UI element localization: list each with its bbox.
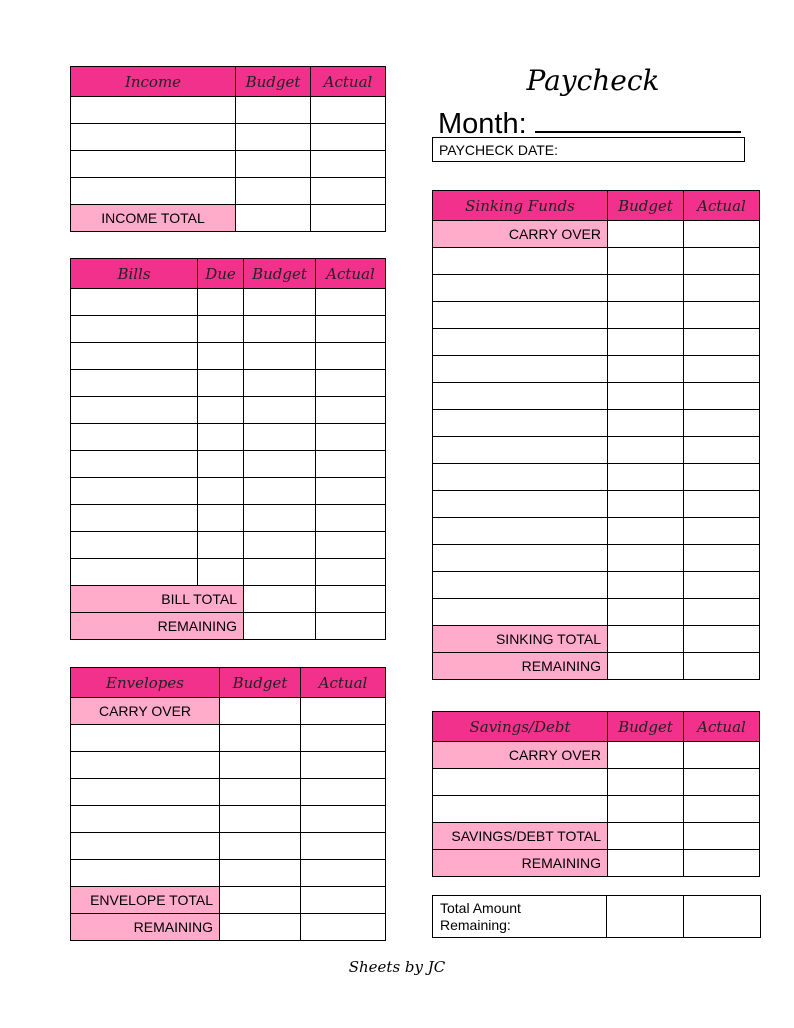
bill-row-cell[interactable] — [198, 343, 244, 370]
income-row-cell[interactable] — [71, 178, 236, 205]
bill-row-cell[interactable] — [316, 505, 386, 532]
bill-total-actual-cell[interactable] — [316, 586, 386, 613]
envelopes-title: Envelopes — [71, 668, 220, 698]
bill-row-cell[interactable] — [198, 424, 244, 451]
savings-row-cell[interactable] — [608, 796, 684, 823]
bill-row-cell[interactable] — [71, 478, 198, 505]
sinking-funds-table — [432, 190, 760, 680]
envelope-row-cell[interactable] — [220, 806, 301, 833]
sinking-row-cell[interactable] — [433, 410, 608, 437]
income-title: Income — [71, 67, 236, 97]
envelope-row-cell[interactable] — [301, 752, 386, 779]
sinking-row-cell[interactable] — [608, 329, 684, 356]
sinking-row-cell[interactable] — [684, 464, 760, 491]
sinking-row — [433, 545, 760, 572]
bill-row-cell[interactable] — [316, 424, 386, 451]
envelopes-actual-header: Actual — [301, 668, 386, 698]
sinking-remaining-actual-cell[interactable] — [684, 653, 760, 680]
bill-row-cell[interactable] — [198, 478, 244, 505]
total-amount-line2: Remaining: — [440, 917, 511, 933]
income-total-row — [71, 205, 386, 232]
envelope-row — [71, 806, 386, 833]
income-total-actual-cell[interactable] — [311, 205, 386, 232]
sinking-remaining-label: REMAINING — [433, 653, 608, 680]
bill-row-cell[interactable] — [316, 316, 386, 343]
bill-row-cell[interactable] — [71, 559, 198, 586]
envelope-remaining-row — [71, 914, 386, 941]
month-blank-line — [535, 105, 741, 133]
income-row — [71, 151, 386, 178]
bill-row-cell[interactable] — [316, 478, 386, 505]
envelopes-header-row — [71, 668, 386, 698]
sinking-row-cell[interactable] — [433, 545, 608, 572]
savings-total-actual-cell[interactable] — [684, 823, 760, 850]
envelope-row-cell[interactable] — [71, 752, 220, 779]
bill-row — [71, 316, 386, 343]
sinking-row-cell[interactable] — [684, 410, 760, 437]
envelope-row-cell[interactable] — [301, 806, 386, 833]
sinking-row-cell[interactable] — [433, 248, 608, 275]
envelope-row-cell[interactable] — [220, 725, 301, 752]
bill-row-cell[interactable] — [244, 424, 316, 451]
sinking-row — [433, 518, 760, 545]
sinking-row-cell[interactable] — [608, 410, 684, 437]
envelope-remaining-label: REMAINING — [71, 914, 220, 941]
savings-total-label: SAVINGS/DEBT TOTAL — [433, 823, 608, 850]
sinking-row-cell[interactable] — [684, 302, 760, 329]
bill-row-cell[interactable] — [71, 289, 198, 316]
envelope-row-cell[interactable] — [71, 779, 220, 806]
income-row-cell[interactable] — [311, 151, 386, 178]
sinking-row-cell[interactable] — [684, 248, 760, 275]
envelope-row — [71, 779, 386, 806]
savings-row-cell[interactable] — [608, 769, 684, 796]
sinking-row-cell[interactable] — [433, 356, 608, 383]
income-actual-header: Actual — [311, 67, 386, 97]
savings-actual-header: Actual — [684, 712, 760, 742]
envelope-row-cell[interactable] — [301, 860, 386, 887]
sinking-row — [433, 599, 760, 626]
sinking-total-row — [433, 626, 760, 653]
sinking-row-cell[interactable] — [433, 302, 608, 329]
income-row — [71, 178, 386, 205]
envelope-row-cell[interactable] — [71, 860, 220, 887]
bill-row-cell[interactable] — [198, 559, 244, 586]
envelope-row-cell[interactable] — [220, 860, 301, 887]
envelopes-carry-over-actual-cell[interactable] — [301, 698, 386, 725]
bill-row-cell[interactable] — [244, 316, 316, 343]
income-table — [70, 66, 386, 232]
sinking-row-cell[interactable] — [433, 437, 608, 464]
sinking-row-cell[interactable] — [608, 518, 684, 545]
sinking-row-cell[interactable] — [684, 437, 760, 464]
savings-carry-over-label: CARRY OVER — [433, 742, 608, 769]
sinking-row-cell[interactable] — [608, 248, 684, 275]
total-amount-budget-cell[interactable] — [607, 896, 684, 937]
bills-header-row — [71, 259, 386, 289]
bill-row — [71, 559, 386, 586]
income-budget-header: Budget — [236, 67, 311, 97]
sinking-row-cell[interactable] — [433, 329, 608, 356]
envelope-row — [71, 833, 386, 860]
sinking-row-cell[interactable] — [608, 356, 684, 383]
bills-due-header: Due — [198, 259, 244, 289]
sinking-row-cell[interactable] — [684, 491, 760, 518]
savings-remaining-label: REMAINING — [433, 850, 608, 877]
bill-row-cell[interactable] — [198, 289, 244, 316]
savings-row — [433, 769, 760, 796]
month-label: Month: — [438, 108, 527, 140]
savings-total-budget-cell[interactable] — [608, 823, 684, 850]
bill-row — [71, 289, 386, 316]
bill-row-cell[interactable] — [244, 451, 316, 478]
sinking-row-cell[interactable] — [608, 572, 684, 599]
savings-row-cell[interactable] — [433, 769, 608, 796]
bill-row-cell[interactable] — [244, 370, 316, 397]
savings-row-cell[interactable] — [684, 796, 760, 823]
envelope-total-label: ENVELOPE TOTAL — [71, 887, 220, 914]
bill-total-label: BILL TOTAL — [71, 586, 244, 613]
sinking-row-cell[interactable] — [433, 572, 608, 599]
sinking-row-cell[interactable] — [608, 383, 684, 410]
income-row — [71, 124, 386, 151]
envelopes-carry-over-row — [71, 698, 386, 725]
bill-row-cell[interactable] — [71, 532, 198, 559]
bill-row-cell[interactable] — [244, 289, 316, 316]
envelopes-carry-over-label: CARRY OVER — [71, 698, 220, 725]
bill-row-cell[interactable] — [198, 316, 244, 343]
sinking-row — [433, 437, 760, 464]
savings-budget-header: Budget — [608, 712, 684, 742]
sinking-row — [433, 302, 760, 329]
envelope-row-cell[interactable] — [71, 725, 220, 752]
sinking-row-cell[interactable] — [608, 275, 684, 302]
envelope-remaining-budget-cell[interactable] — [220, 914, 301, 941]
bill-row-cell[interactable] — [316, 397, 386, 424]
bill-total-row — [71, 586, 386, 613]
bill-row-cell[interactable] — [198, 451, 244, 478]
bill-row — [71, 397, 386, 424]
bill-row-cell[interactable] — [71, 397, 198, 424]
sinking-total-actual-cell[interactable] — [684, 626, 760, 653]
savings-remaining-row — [433, 850, 760, 877]
total-amount-line1: Total Amount — [440, 900, 521, 916]
sinking-budget-header: Budget — [608, 191, 684, 221]
sinking-row — [433, 248, 760, 275]
envelope-row-cell[interactable] — [71, 833, 220, 860]
page-title: Paycheck — [526, 64, 660, 97]
income-row-cell[interactable] — [311, 178, 386, 205]
sinking-row-cell[interactable] — [684, 275, 760, 302]
bill-row-cell[interactable] — [244, 559, 316, 586]
bill-row-cell[interactable] — [71, 370, 198, 397]
sinking-row-cell[interactable] — [608, 302, 684, 329]
month-field[interactable] — [438, 105, 741, 141]
sinking-title: Sinking Funds — [433, 191, 608, 221]
total-amount-actual-cell[interactable] — [684, 896, 760, 937]
bill-row-cell[interactable] — [198, 532, 244, 559]
sinking-row-cell[interactable] — [684, 599, 760, 626]
envelope-remaining-actual-cell[interactable] — [301, 914, 386, 941]
sinking-header-row — [433, 191, 760, 221]
envelope-row — [71, 725, 386, 752]
sinking-remaining-row — [433, 653, 760, 680]
envelopes-table — [70, 667, 386, 941]
sinking-row-cell[interactable] — [608, 437, 684, 464]
sinking-row-cell[interactable] — [608, 599, 684, 626]
sinking-row-cell[interactable] — [684, 518, 760, 545]
sinking-row-cell[interactable] — [684, 356, 760, 383]
sinking-total-label: SINKING TOTAL — [433, 626, 608, 653]
bill-row — [71, 505, 386, 532]
bill-row — [71, 370, 386, 397]
sinking-row-cell[interactable] — [433, 464, 608, 491]
income-row-cell[interactable] — [71, 97, 236, 124]
income-total-label: INCOME TOTAL — [71, 205, 236, 232]
bill-remaining-label: REMAINING — [71, 613, 244, 640]
income-row-cell[interactable] — [236, 97, 311, 124]
savings-row — [433, 796, 760, 823]
savings-carry-over-row — [433, 742, 760, 769]
bills-title: Bills — [71, 259, 198, 289]
envelope-row-cell[interactable] — [220, 752, 301, 779]
sinking-carry-over-row — [433, 221, 760, 248]
bill-remaining-actual-cell[interactable] — [316, 613, 386, 640]
sinking-row-cell[interactable] — [684, 329, 760, 356]
savings-total-row — [433, 823, 760, 850]
envelope-row-cell[interactable] — [220, 779, 301, 806]
bill-row-cell[interactable] — [71, 316, 198, 343]
income-total-budget-cell[interactable] — [236, 205, 311, 232]
envelope-row-cell[interactable] — [301, 833, 386, 860]
bill-row-cell[interactable] — [316, 532, 386, 559]
bill-row — [71, 424, 386, 451]
bill-row-cell[interactable] — [244, 397, 316, 424]
envelope-total-actual-cell[interactable] — [301, 887, 386, 914]
bill-row — [71, 451, 386, 478]
envelope-total-budget-cell[interactable] — [220, 887, 301, 914]
bill-row-cell[interactable] — [71, 424, 198, 451]
sinking-remaining-budget-cell[interactable] — [608, 653, 684, 680]
envelopes-carry-over-budget-cell[interactable] — [220, 698, 301, 725]
envelope-row-cell[interactable] — [220, 833, 301, 860]
sinking-carry-over-actual-cell[interactable] — [684, 221, 760, 248]
sinking-row-cell[interactable] — [433, 383, 608, 410]
bill-row-cell[interactable] — [316, 289, 386, 316]
income-header-row — [71, 67, 386, 97]
sinking-row-cell[interactable] — [433, 518, 608, 545]
sinking-row-cell[interactable] — [684, 572, 760, 599]
total-amount-remaining-box — [432, 895, 761, 938]
bill-row-cell[interactable] — [244, 343, 316, 370]
paycheck-date-field[interactable]: PAYCHECK DATE: — [432, 137, 745, 162]
bill-total-budget-cell[interactable] — [244, 586, 316, 613]
savings-debt-table — [432, 711, 760, 877]
sinking-total-budget-cell[interactable] — [608, 626, 684, 653]
envelope-row — [71, 752, 386, 779]
sinking-row — [433, 329, 760, 356]
income-row-cell[interactable] — [236, 124, 311, 151]
sinking-row — [433, 464, 760, 491]
bills-actual-header: Actual — [316, 259, 386, 289]
footer-credit: Sheets by JC — [348, 958, 446, 976]
savings-carry-over-budget-cell[interactable] — [608, 742, 684, 769]
bill-row-cell[interactable] — [316, 451, 386, 478]
envelope-row-cell[interactable] — [301, 725, 386, 752]
sinking-row — [433, 383, 760, 410]
sinking-row — [433, 275, 760, 302]
bill-row-cell[interactable] — [71, 451, 198, 478]
savings-header-row — [433, 712, 760, 742]
envelope-row-cell[interactable] — [71, 806, 220, 833]
bill-row — [71, 478, 386, 505]
bill-row-cell[interactable] — [71, 343, 198, 370]
sinking-carry-over-budget-cell[interactable] — [608, 221, 684, 248]
savings-carry-over-actual-cell[interactable] — [684, 742, 760, 769]
sinking-row-cell[interactable] — [433, 599, 608, 626]
income-row-cell[interactable] — [311, 97, 386, 124]
bill-row-cell[interactable] — [244, 532, 316, 559]
bill-row — [71, 343, 386, 370]
bill-remaining-row — [71, 613, 386, 640]
bills-table — [70, 258, 386, 640]
income-row-cell[interactable] — [311, 124, 386, 151]
bill-row-cell[interactable] — [198, 505, 244, 532]
bill-row-cell[interactable] — [198, 370, 244, 397]
bill-row — [71, 532, 386, 559]
sinking-row — [433, 572, 760, 599]
income-row-cell[interactable] — [71, 151, 236, 178]
savings-title: Savings/Debt — [433, 712, 608, 742]
sinking-actual-header: Actual — [684, 191, 760, 221]
sinking-carry-over-label: CARRY OVER — [433, 221, 608, 248]
bill-row-cell[interactable] — [316, 343, 386, 370]
bill-row-cell[interactable] — [198, 397, 244, 424]
sinking-row-cell[interactable] — [433, 491, 608, 518]
income-row-cell[interactable] — [71, 124, 236, 151]
income-row-cell[interactable] — [236, 151, 311, 178]
income-row-cell[interactable] — [236, 178, 311, 205]
bill-row-cell[interactable] — [244, 505, 316, 532]
envelope-row-cell[interactable] — [301, 779, 386, 806]
envelope-total-row — [71, 887, 386, 914]
bill-row-cell[interactable] — [244, 478, 316, 505]
sinking-row-cell[interactable] — [684, 545, 760, 572]
bill-remaining-budget-cell[interactable] — [244, 613, 316, 640]
sinking-row — [433, 356, 760, 383]
bills-budget-header: Budget — [244, 259, 316, 289]
sinking-row — [433, 410, 760, 437]
bill-row-cell[interactable] — [316, 559, 386, 586]
bill-row-cell[interactable] — [71, 505, 198, 532]
sinking-row — [433, 491, 760, 518]
sinking-row-cell[interactable] — [608, 545, 684, 572]
sinking-row-cell[interactable] — [608, 464, 684, 491]
bill-row-cell[interactable] — [316, 370, 386, 397]
savings-remaining-budget-cell[interactable] — [608, 850, 684, 877]
envelopes-budget-header: Budget — [220, 668, 301, 698]
envelope-row — [71, 860, 386, 887]
income-row — [71, 97, 386, 124]
sinking-row-cell[interactable] — [608, 491, 684, 518]
savings-row-cell[interactable] — [433, 796, 608, 823]
savings-row-cell[interactable] — [684, 769, 760, 796]
savings-remaining-actual-cell[interactable] — [684, 850, 760, 877]
total-amount-remaining-label — [433, 896, 607, 937]
sinking-row-cell[interactable] — [433, 275, 608, 302]
sinking-row-cell[interactable] — [684, 383, 760, 410]
